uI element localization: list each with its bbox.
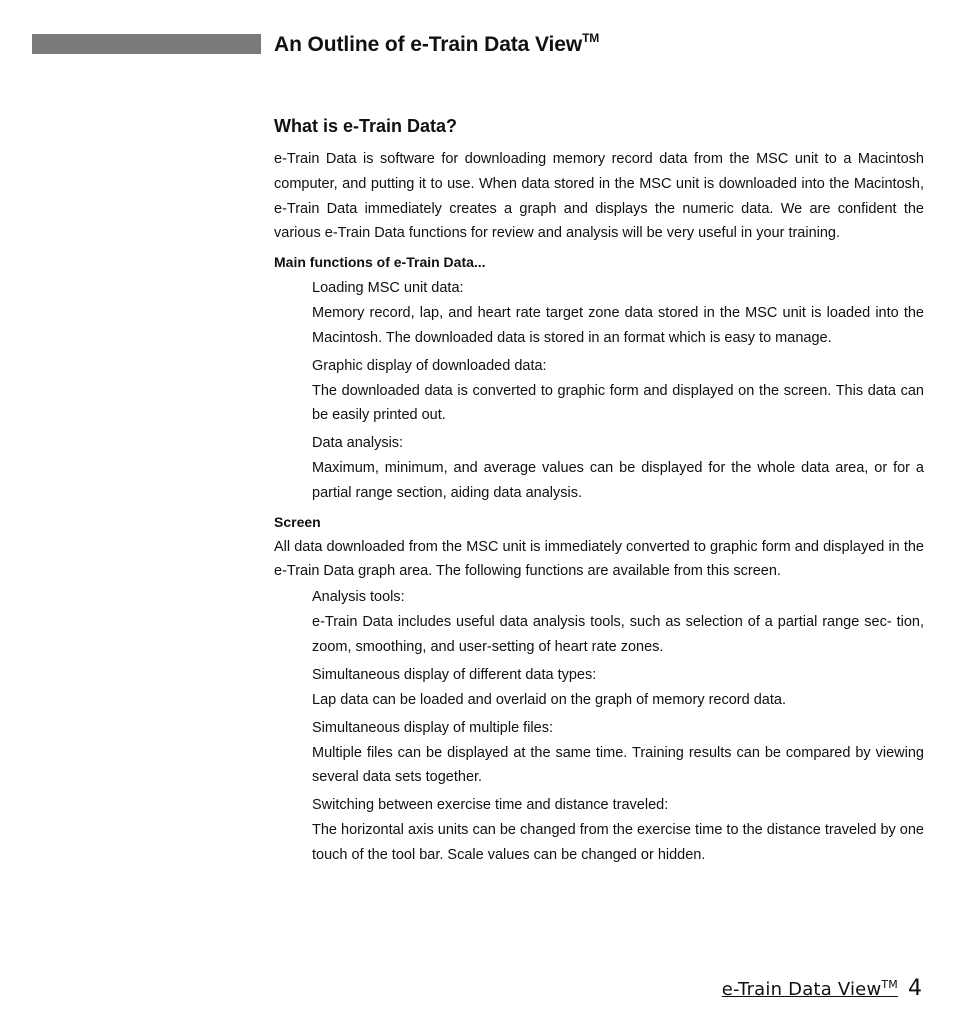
function-item-title: Graphic display of downloaded data: xyxy=(312,357,547,374)
screen-item-title: Simultaneous display of multiple files: xyxy=(312,719,553,736)
function-item-desc: Memory record, lap, and heart rate target zone data stored in the MSC unit is loaded into the Macintosh. The downloaded data is stored in an format which is easy to manage. xyxy=(312,304,924,346)
footer-label xyxy=(722,978,898,1000)
screen-item-desc: Multiple files can be displayed at the same time. Training results can be compared by viewing several data sets together. xyxy=(312,744,924,786)
screen-item-desc: e-Train Data includes useful data analysis tools, such as selection of a partial range sec- tion, zoom, smoothing, and user-setting of heart rate zones. xyxy=(312,614,924,655)
footer-label-text: e-Train Data View xyxy=(721,979,882,1000)
intro-paragraph: e-Train Data is software for downloading memory record data from the MSC unit to a Macintosh computer, and putting it to use. When data stored in the MSC unit is downloaded into the Macintosh, e-Train Data immediately creates a graph and displays the numeric data. We are confident the various e-Train Data functions for review and analysis will be very useful in your training. xyxy=(274,151,924,242)
screen-heading: Screen xyxy=(274,513,321,530)
page-title xyxy=(274,32,599,57)
trademark-mark: TM xyxy=(582,31,600,45)
main-functions-list xyxy=(312,275,924,506)
screen-item-title: Simultaneous display of different data types: xyxy=(312,666,597,683)
page-footer xyxy=(722,976,922,1001)
page-number: 4 xyxy=(908,976,922,1001)
function-item-desc: The downloaded data is converted to graphic form and displayed on the screen. This data can be easily printed out. xyxy=(312,382,924,424)
footer-trademark-mark: TM xyxy=(881,978,898,991)
screen-intro: All data downloaded from the MSC unit is immediately converted to graphic form and displayed in the e-Train Data graph area. The following functions are available from this screen. xyxy=(274,538,924,580)
screen-item-title: Switching between exercise time and distance traveled: xyxy=(312,797,669,814)
main-content xyxy=(274,116,924,870)
screen-item-desc: Lap data can be loaded and overlaid on the graph of memory record data. xyxy=(312,691,786,708)
screen-item-desc: The horizontal axis units can be changed from the exercise time to the distance traveled by one touch of the tool bar. Scale values can be changed or hidden. xyxy=(312,822,924,863)
function-item-title: Data analysis: xyxy=(312,435,404,452)
section-title: What is e-Train Data? xyxy=(274,116,458,136)
function-item-title: Loading MSC unit data: xyxy=(312,279,464,296)
main-functions-heading: Main functions of e-Train Data... xyxy=(274,254,486,271)
header-bar xyxy=(32,34,261,54)
function-item-desc: Maximum, minimum, and average values can be displayed for the whole data area, or for a partial range section, aiding data analysis. xyxy=(312,460,924,501)
page-title-text: An Outline of e-Train Data View xyxy=(274,33,583,56)
screen-item-title: Analysis tools: xyxy=(312,589,405,606)
screen-functions-list xyxy=(312,584,924,868)
